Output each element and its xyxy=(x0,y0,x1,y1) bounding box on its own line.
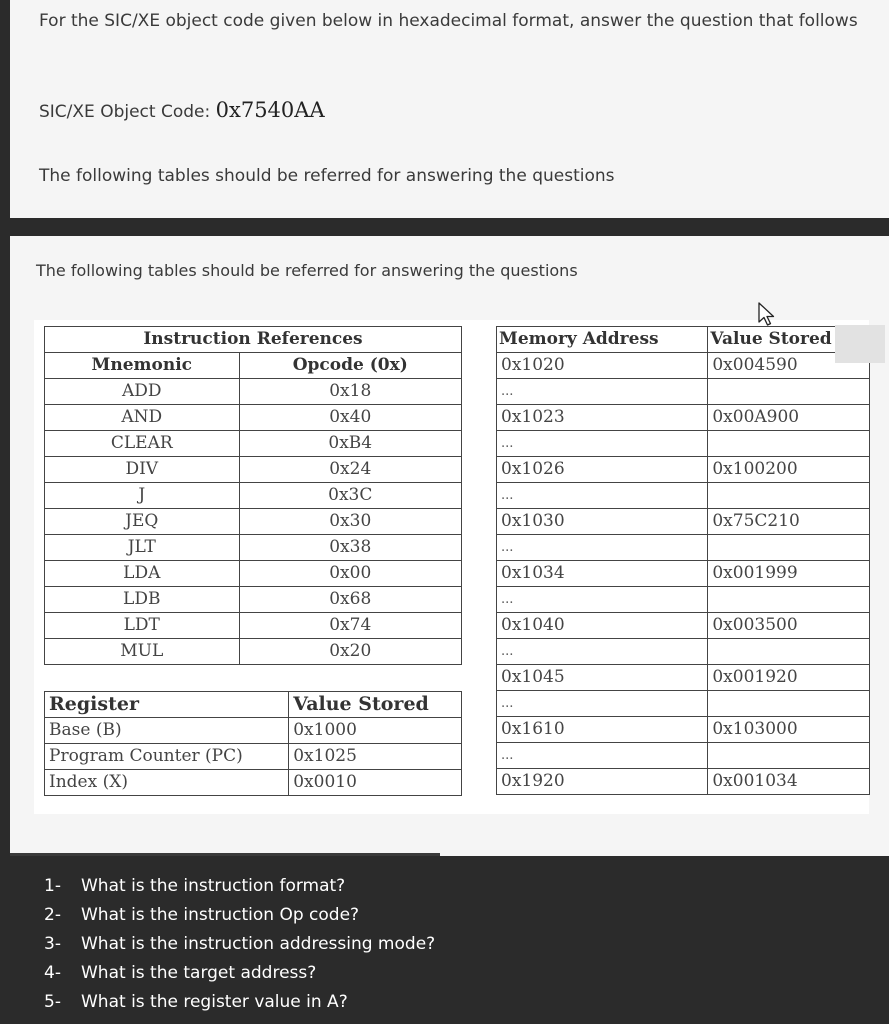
mnemonic-cell: ADD xyxy=(45,379,240,405)
table-row xyxy=(45,509,462,535)
question-number: 2- xyxy=(44,905,61,925)
address-cell: ... xyxy=(497,743,708,769)
opcode-cell: 0x3C xyxy=(239,483,461,509)
mnemonic-cell: AND xyxy=(45,405,240,431)
opcode-cell: 0xB4 xyxy=(239,431,461,457)
question-text: What is the register value in A? xyxy=(81,992,348,1012)
address-cell: ... xyxy=(497,379,708,405)
address-cell: ... xyxy=(497,535,708,561)
value-cell: 0x001920 xyxy=(708,665,870,691)
address-cell: 0x1920 xyxy=(497,769,708,795)
mnemonic-cell: LDB xyxy=(45,587,240,613)
table-row xyxy=(497,509,870,535)
question-number: 3- xyxy=(44,934,61,954)
opcode-cell: 0x40 xyxy=(239,405,461,431)
register-table xyxy=(44,691,462,796)
register-cell: Program Counter (PC) xyxy=(45,744,289,770)
mnemonic-cell: LDA xyxy=(45,561,240,587)
value-cell: 0x001034 xyxy=(708,769,870,795)
question-text: For the SIC/XE object code given below in hexadecimal format, answer the question that follows xyxy=(39,11,858,31)
mnemonic-header: Mnemonic xyxy=(45,353,240,379)
divider xyxy=(10,853,440,856)
table-row xyxy=(497,665,870,691)
tables-image xyxy=(34,320,869,814)
table-row xyxy=(497,405,870,431)
value-cell xyxy=(708,483,870,509)
register-cell: Index (X) xyxy=(45,770,289,796)
question-text: What is the instruction format? xyxy=(81,876,346,896)
address-cell: 0x1034 xyxy=(497,561,708,587)
table-row xyxy=(497,613,870,639)
list-item xyxy=(44,930,435,959)
mnemonic-cell: LDT xyxy=(45,613,240,639)
address-cell: 0x1045 xyxy=(497,665,708,691)
register-value-header: Value Stored xyxy=(289,692,462,718)
address-cell: 0x1026 xyxy=(497,457,708,483)
table-row xyxy=(497,743,870,769)
table-row xyxy=(45,483,462,509)
mnemonic-cell: CLEAR xyxy=(45,431,240,457)
value-cell xyxy=(708,431,870,457)
table-row xyxy=(45,405,462,431)
table-row xyxy=(45,639,462,665)
value-cell xyxy=(708,379,870,405)
memory-address-header: Memory Address xyxy=(497,327,708,353)
address-cell: ... xyxy=(497,639,708,665)
table-row xyxy=(497,587,870,613)
address-cell: 0x1610 xyxy=(497,717,708,743)
value-cell: 0x0010 xyxy=(289,770,462,796)
instruction-table-title: Instruction References xyxy=(45,327,462,353)
value-cell: 0x00A900 xyxy=(708,405,870,431)
opcode-cell: 0x24 xyxy=(239,457,461,483)
mnemonic-cell: DIV xyxy=(45,457,240,483)
opcode-cell: 0x30 xyxy=(239,509,461,535)
object-code-line xyxy=(39,98,325,122)
question-number: 1- xyxy=(44,876,61,896)
opcode-header: Opcode (0x) xyxy=(239,353,461,379)
instruction-table xyxy=(44,326,462,665)
table-row xyxy=(45,770,462,796)
mouse-pointer-icon xyxy=(757,302,777,328)
table-row xyxy=(497,717,870,743)
list-item xyxy=(44,901,435,930)
table-row xyxy=(45,535,462,561)
table-row xyxy=(45,561,462,587)
object-code-label: SIC/XE Object Code: xyxy=(39,102,211,122)
table-row xyxy=(45,379,462,405)
address-cell: 0x1020 xyxy=(497,353,708,379)
mnemonic-cell: JEQ xyxy=(45,509,240,535)
table-row xyxy=(45,431,462,457)
reference-note-2: The following tables should be referred for answering the questions xyxy=(36,261,578,280)
table-row xyxy=(497,483,870,509)
value-cell: 0x004590 xyxy=(708,353,870,379)
address-cell: ... xyxy=(497,431,708,457)
register-header: Register xyxy=(45,692,289,718)
question-text: What is the instruction Op code? xyxy=(81,905,360,925)
question-panel xyxy=(10,0,889,218)
address-cell: ... xyxy=(497,587,708,613)
value-cell: 0x1025 xyxy=(289,744,462,770)
table-row xyxy=(45,613,462,639)
table-row xyxy=(497,535,870,561)
table-row xyxy=(45,718,462,744)
value-cell: 0x1000 xyxy=(289,718,462,744)
table-row xyxy=(45,457,462,483)
question-number: 5- xyxy=(44,992,61,1012)
opcode-cell: 0x18 xyxy=(239,379,461,405)
table-row xyxy=(497,431,870,457)
reference-note: The following tables should be referred for answering the questions xyxy=(39,166,615,186)
image-action-button[interactable] xyxy=(835,325,885,363)
list-item xyxy=(44,988,435,1017)
opcode-cell: 0x20 xyxy=(239,639,461,665)
value-cell: 0x103000 xyxy=(708,717,870,743)
value-cell xyxy=(708,587,870,613)
value-cell: 0x001999 xyxy=(708,561,870,587)
reference-panel xyxy=(10,236,889,856)
table-row xyxy=(497,769,870,795)
mnemonic-cell: J xyxy=(45,483,240,509)
table-row xyxy=(45,587,462,613)
value-cell xyxy=(708,691,870,717)
value-cell: 0x75C210 xyxy=(708,509,870,535)
address-cell: 0x1040 xyxy=(497,613,708,639)
object-code-value: 0x7540AA xyxy=(215,98,325,122)
memory-table xyxy=(496,326,870,795)
address-cell: 0x1023 xyxy=(497,405,708,431)
address-cell: ... xyxy=(497,483,708,509)
opcode-cell: 0x68 xyxy=(239,587,461,613)
table-row xyxy=(497,561,870,587)
address-cell: 0x1030 xyxy=(497,509,708,535)
table-row xyxy=(497,691,870,717)
table-row xyxy=(45,744,462,770)
question-text: What is the target address? xyxy=(81,963,317,983)
register-cell: Base (B) xyxy=(45,718,289,744)
question-text: What is the instruction addressing mode? xyxy=(81,934,436,954)
opcode-cell: 0x74 xyxy=(239,613,461,639)
value-cell: 0x100200 xyxy=(708,457,870,483)
table-row xyxy=(497,353,870,379)
table-row xyxy=(497,379,870,405)
opcode-cell: 0x38 xyxy=(239,535,461,561)
question-list xyxy=(44,872,435,1017)
mnemonic-cell: JLT xyxy=(45,535,240,561)
table-row xyxy=(497,457,870,483)
opcode-cell: 0x00 xyxy=(239,561,461,587)
question-number: 4- xyxy=(44,963,61,983)
value-cell xyxy=(708,535,870,561)
value-cell xyxy=(708,639,870,665)
value-cell: 0x003500 xyxy=(708,613,870,639)
address-cell: ... xyxy=(497,691,708,717)
list-item xyxy=(44,959,435,988)
memory-value-header: Value Stored xyxy=(708,327,870,353)
table-row xyxy=(497,639,870,665)
value-cell xyxy=(708,743,870,769)
mnemonic-cell: MUL xyxy=(45,639,240,665)
list-item xyxy=(44,872,435,901)
